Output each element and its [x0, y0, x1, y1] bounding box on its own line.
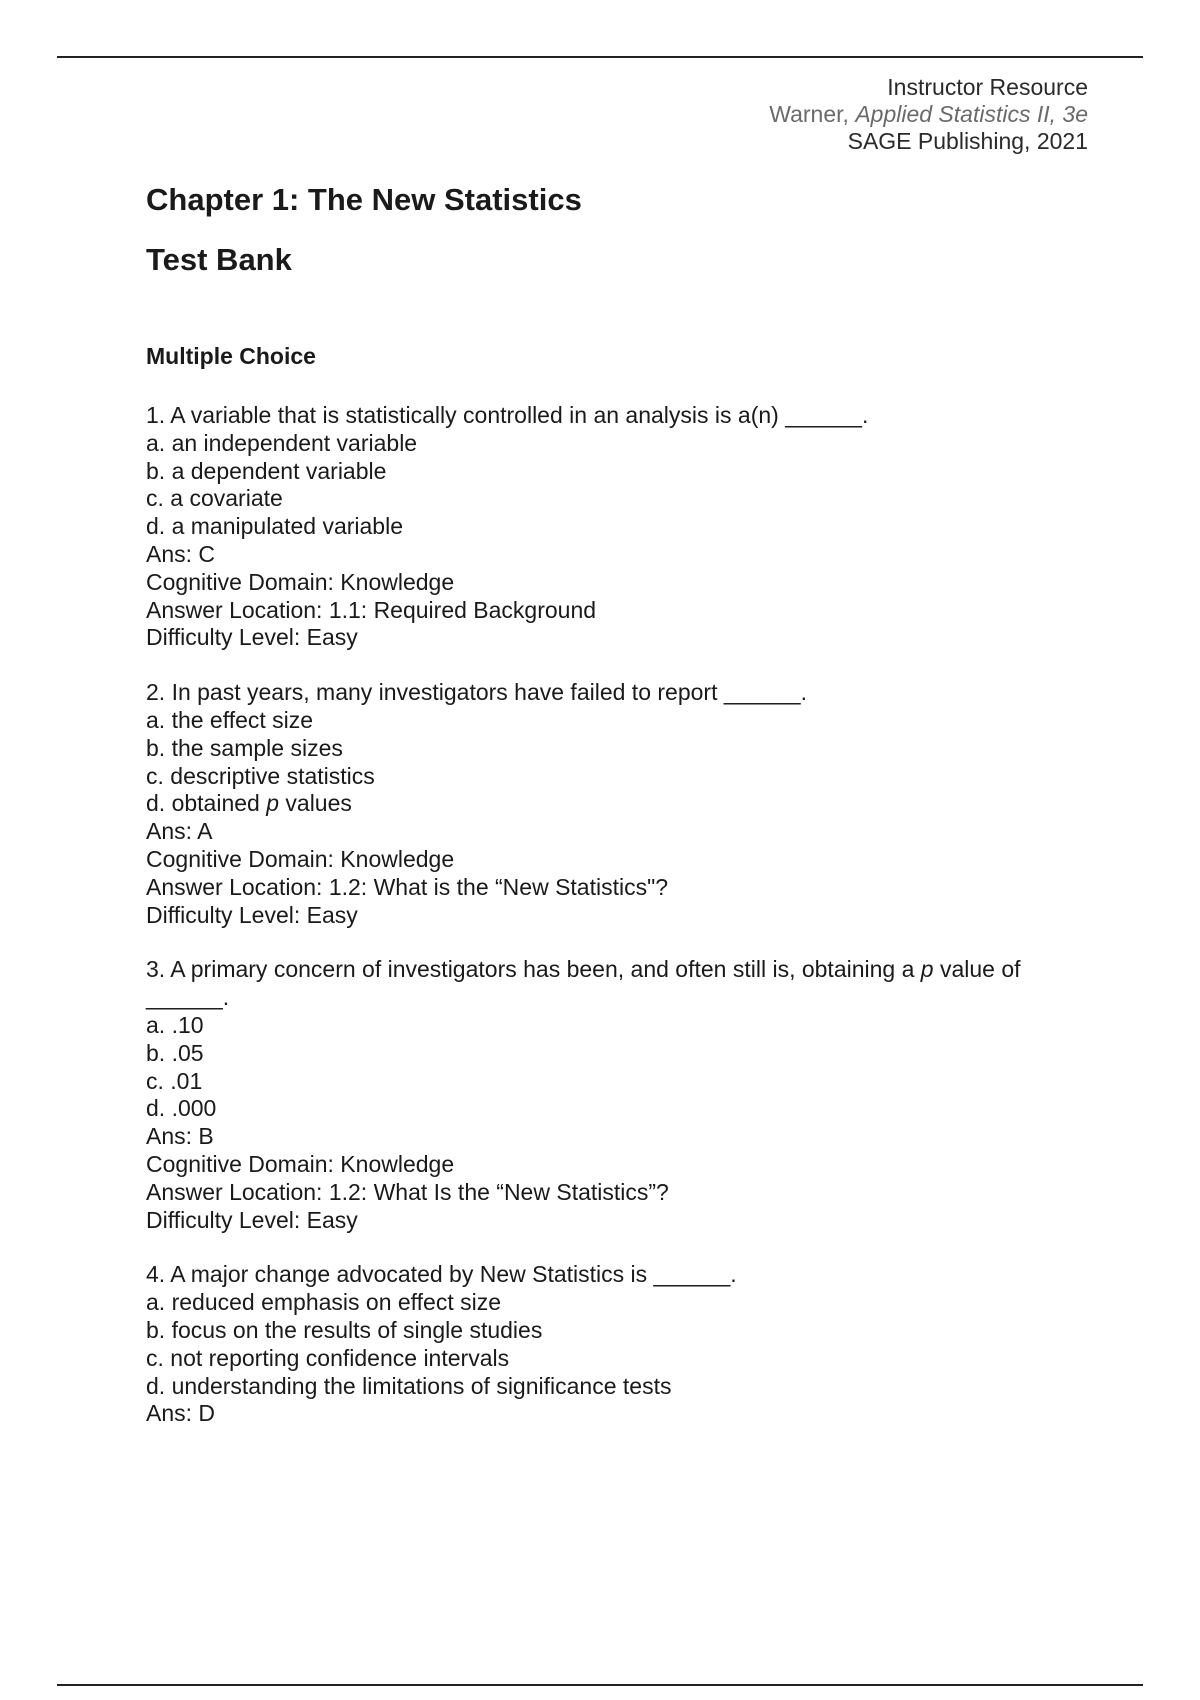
question-list	[146, 402, 1096, 1428]
question-1	[146, 402, 1096, 652]
option-d: d. .000	[146, 1095, 217, 1122]
answer-location: Answer Location: 1.2: What is the “New Statistics"?	[146, 873, 669, 900]
answer: Ans: B	[146, 1123, 214, 1150]
option-c: c. not reporting confidence intervals	[146, 1344, 510, 1371]
stem-prefix: 3. A primary concern of investigators has been, and often still is, obtaining a	[146, 956, 921, 983]
header-book-title: Applied Statistics II, 3e	[855, 101, 1088, 127]
cognitive-domain: Cognitive Domain: Knowledge	[146, 568, 455, 595]
question-4	[146, 1261, 1096, 1428]
question-stem	[146, 956, 1096, 984]
section-heading: Multiple Choice	[146, 343, 316, 369]
option-a: a. reduced emphasis on effect size	[146, 1289, 502, 1316]
option-d-prefix: d. obtained	[146, 790, 267, 817]
header-line-3: SAGE Publishing, 2021	[847, 128, 1088, 154]
option-c: c. .01	[146, 1067, 203, 1094]
document-body	[146, 180, 1096, 1455]
answer: Ans: A	[146, 818, 213, 845]
stem-italic: p	[920, 956, 934, 983]
option-b: b. .05	[146, 1039, 204, 1066]
option-b: b. a dependent variable	[146, 457, 387, 484]
question-2	[146, 679, 1096, 929]
cognitive-domain: Cognitive Domain: Knowledge	[146, 845, 455, 872]
question-stem-line-2: ______.	[146, 984, 230, 1011]
option-a: a. .10	[146, 1011, 204, 1038]
option-d-italic: p	[266, 790, 280, 817]
chapter-title: Chapter 1: The New Statistics	[146, 182, 582, 217]
header-line-2	[769, 101, 1088, 128]
option-a: a. the effect size	[146, 706, 314, 733]
question-stem: 4. A major change advocated by New Statistics is ______.	[146, 1261, 737, 1288]
bottom-rule	[57, 1684, 1143, 1686]
test-bank-title: Test Bank	[146, 242, 292, 277]
answer: Ans: C	[146, 540, 216, 567]
option-b: b. the sample sizes	[146, 734, 343, 761]
option-d	[146, 790, 1096, 818]
difficulty-level: Difficulty Level: Easy	[146, 901, 358, 928]
answer-location: Answer Location: 1.2: What Is the “New Statistics”?	[146, 1178, 669, 1205]
difficulty-level: Difficulty Level: Easy	[146, 1206, 358, 1233]
option-c: c. descriptive statistics	[146, 762, 375, 789]
option-d: d. understanding the limitations of significance tests	[146, 1372, 672, 1399]
answer: Ans: D	[146, 1400, 216, 1427]
question-3	[146, 956, 1096, 1234]
header-author: Warner,	[769, 101, 856, 127]
option-d: d. a manipulated variable	[146, 513, 403, 540]
option-a: a. an independent variable	[146, 429, 418, 456]
page-header	[769, 74, 1088, 155]
stem-suffix: value of	[933, 956, 1021, 983]
option-c: c. a covariate	[146, 485, 283, 512]
option-b: b. focus on the results of single studies	[146, 1316, 543, 1343]
question-stem: 1. A variable that is statistically controlled in an analysis is a(n) ______.	[146, 402, 869, 428]
cognitive-domain: Cognitive Domain: Knowledge	[146, 1150, 455, 1177]
header-line-1: Instructor Resource	[887, 74, 1088, 100]
question-stem: 2. In past years, many investigators have failed to report ______.	[146, 679, 807, 706]
answer-location: Answer Location: 1.1: Required Background	[146, 596, 597, 623]
difficulty-level: Difficulty Level: Easy	[146, 624, 358, 651]
top-rule	[57, 56, 1143, 58]
option-d-suffix: values	[279, 790, 352, 817]
